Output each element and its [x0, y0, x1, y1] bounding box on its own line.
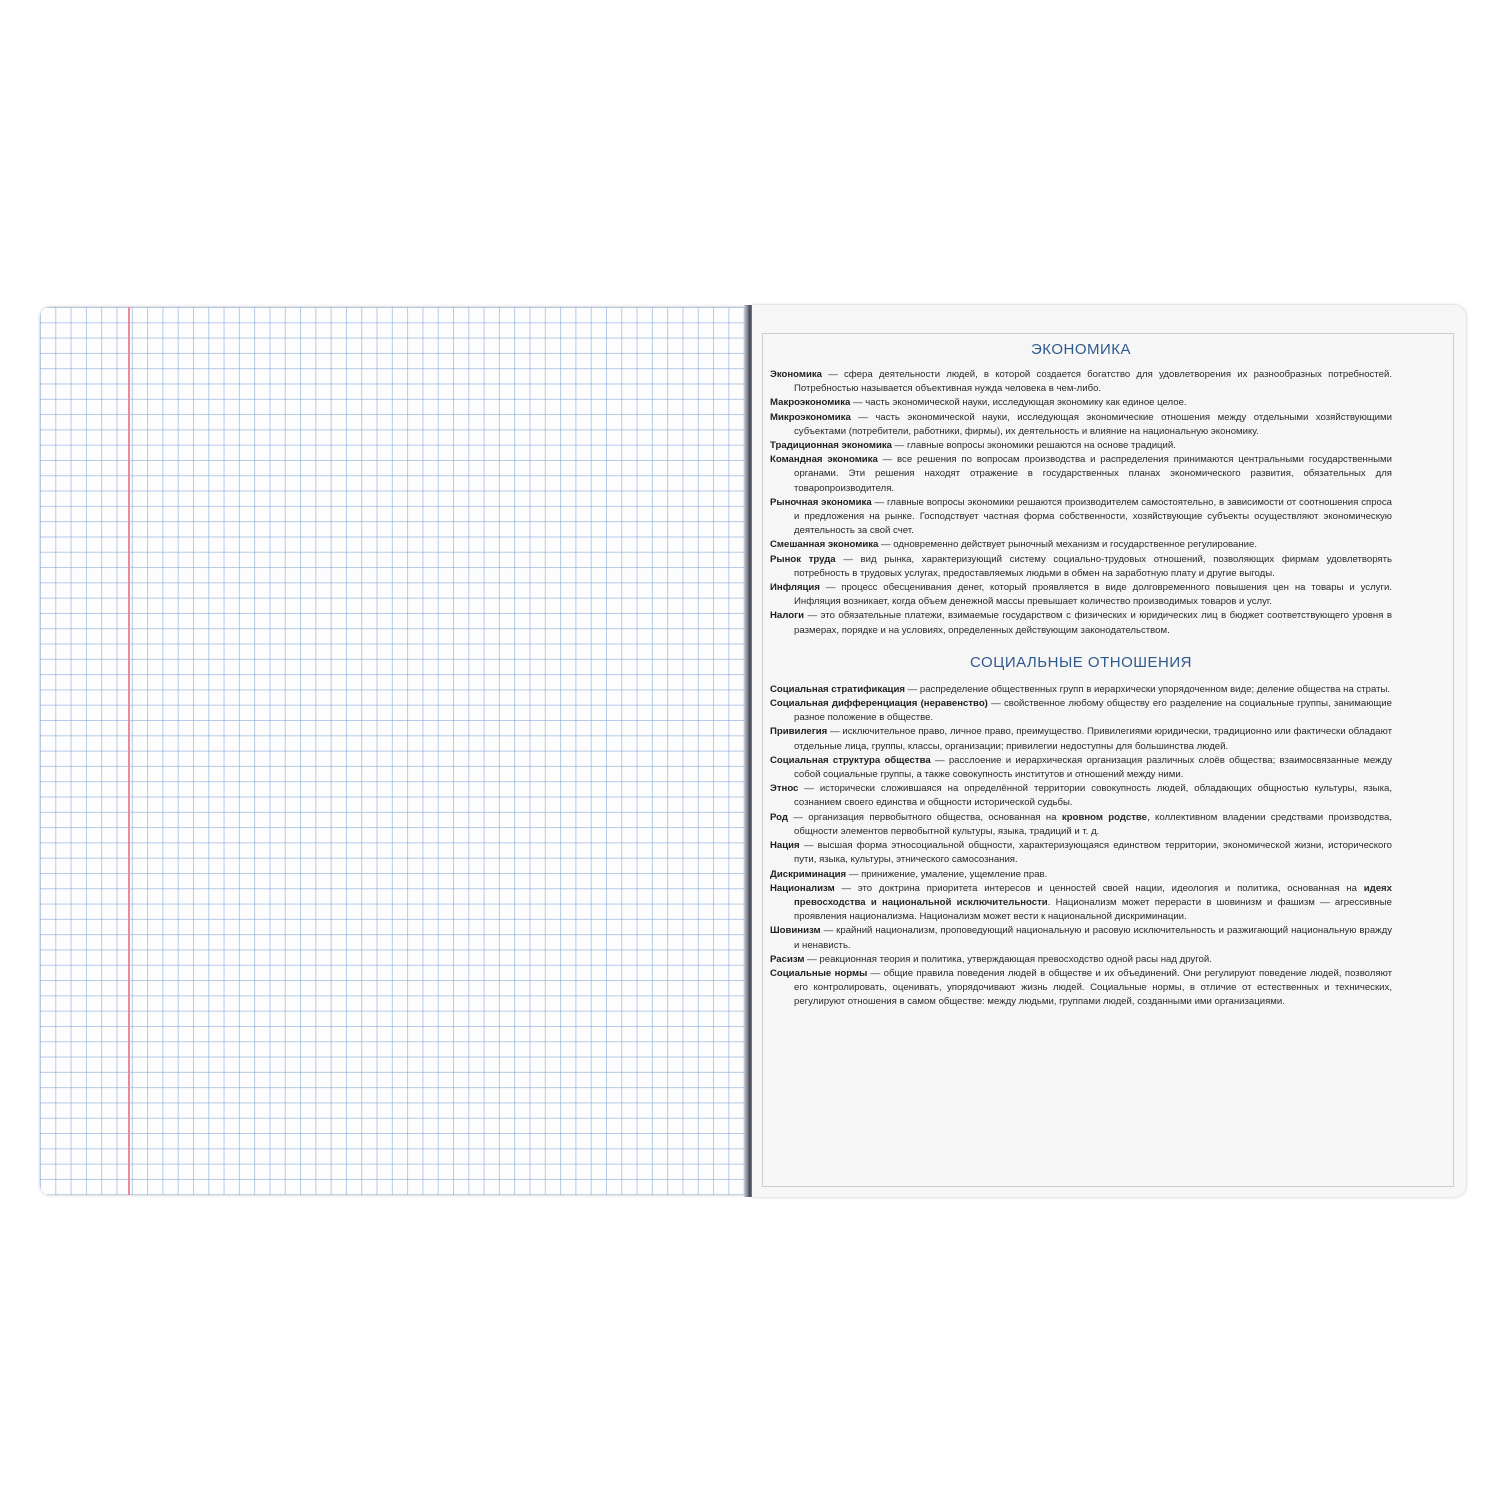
term: Нация	[770, 840, 800, 852]
definition-text: — организация первобытного общества, основанная на	[787, 811, 1062, 823]
definition	[770, 538, 1392, 552]
term: Этнос	[770, 783, 799, 795]
term: Смешанная экономика	[770, 539, 879, 551]
definition-text: — крайний национализм, проповедующий национальную и расовую исключительность и разжигающий национальную вражду и ненависть.	[794, 925, 1392, 951]
definition	[770, 453, 1392, 496]
reference-page	[752, 305, 1466, 1197]
definition-text: . Национализм может перерасти в шовинизм и фашизм — агрессивные проявления национализма. Национализм может вести к национальной дискриминации.	[794, 896, 1392, 923]
term: Социальная структура общества	[770, 754, 931, 766]
definition	[770, 725, 1392, 753]
section-title-social: СОЦИАЛЬНЫЕ ОТНОШЕНИЯ	[970, 653, 1192, 671]
definition-text: — высшая форма этносоциальной общности, характеризующаяся единством территории, экономической жизни, исторического пути, языка, культуры, этнического самосознания.	[794, 840, 1392, 866]
term: Налоги	[770, 610, 804, 622]
definition-text: — распределение общественных групп в иерархически упорядоченном виде; деление общества на страты.	[904, 683, 1391, 695]
definition-text: — принижение, умаление, ущемление прав.	[846, 868, 1048, 880]
term: Род	[770, 811, 788, 823]
definition-text: — исторически сложившаяся на определённой территории совокупность людей, обладающих общностью культуры, языка, сознанием своего единства и общности исторической судьбы.	[794, 783, 1392, 809]
term: Социальная дифференциация (неравенство)	[770, 698, 988, 710]
term: Национализм	[770, 882, 835, 894]
definition-text: , коллективном владении средствами производства, общности элементов первобытной культуры, языка, традиций и т. д.	[794, 811, 1392, 837]
definition-text: — это доктрина приоритета интересов и ценностей своей нации, идеология и политика, основанная на	[834, 882, 1364, 894]
definition	[770, 782, 1392, 810]
definition	[770, 754, 1392, 782]
definition	[770, 553, 1392, 581]
definition-text: — это обязательные платежи, взимаемые государством с физических и юридических лиц в бюджет соответствующего уровня в размерах, порядке и на условиях, определенных действующим законодательством.	[794, 610, 1392, 636]
section-title-economics: ЭКОНОМИКА	[1030, 341, 1132, 358]
definition	[770, 967, 1392, 1010]
definition	[770, 396, 1392, 410]
definition-text: — сфера деятельности людей, в которой создается богатство для удовлетворения их разнообразных потребностей. Потребностью называется объективная нужда человека в чем-либо.	[794, 369, 1392, 395]
definition-text: — главные вопросы экономики решаются производителем самостоятельно, в зависимости от соотношения спроса и предложения на рынке. Господствует частная форма собственности, хозяйствующие субъекты осуществляют экономическую деятельность за свой счет.	[794, 496, 1392, 537]
definition	[770, 683, 1392, 697]
term: Традиционная экономика	[770, 440, 893, 452]
emphasis-text: кровном родстве	[1061, 811, 1148, 823]
definition	[770, 411, 1392, 439]
term: Командная экономика	[770, 454, 878, 466]
definition-text: — реакционная теория и политика, утверждающая превосходство одной расы над другой.	[804, 953, 1212, 965]
definition	[770, 811, 1392, 839]
term: Микроэкономика	[770, 411, 851, 423]
definition-text: — одновременно действует рыночный механизм и государственное регулирование.	[878, 539, 1258, 551]
term: Шовинизм	[770, 925, 821, 937]
term: Рынок труда	[770, 553, 836, 565]
definition	[770, 439, 1392, 453]
page-content	[770, 341, 1392, 1010]
term: Экономика	[770, 369, 823, 380]
definition-text: — часть экономической науки, исследующая экономику как единое целое.	[850, 397, 1187, 409]
definition	[770, 496, 1392, 539]
definition	[770, 368, 1392, 396]
definition	[770, 839, 1392, 867]
definition-text: — главные вопросы экономики решаются на основе традиций.	[892, 440, 1176, 452]
emphasis-text: идеях превосходства и национальной исключительности	[794, 882, 1392, 908]
definition	[770, 953, 1392, 967]
term: Дискриминация	[770, 868, 847, 880]
term: Рыночная экономика	[770, 496, 872, 508]
term: Расизм	[770, 953, 805, 965]
definition	[770, 868, 1392, 882]
definition-text: — исключительное право, личное право, преимущество. Привилегиями юридически, традиционно или фактически обладают отдельные лица, группы, классы, организации; привилегии недоступны для большинства людей.	[794, 726, 1392, 752]
definition	[770, 697, 1392, 725]
open-notebook	[40, 305, 1466, 1197]
definition-text: — свойственное любому обществу его разделение на социальные группы, занимающие разное положение в обществе.	[794, 698, 1392, 724]
term: Макроэкономика	[770, 397, 851, 409]
term: Социальные нормы	[770, 967, 868, 979]
definition	[770, 882, 1392, 925]
definition-text: — процесс обесценивания денег, который проявляется в виде долговременного повышения цен на товары и услуги. Инфляция возникает, когда объем денежной массы превышает количество производимых товаров и услуг.	[794, 582, 1392, 608]
definition-text: — вид рынка, характеризующий систему социально-трудовых отношений, позволяющих фирмам удовлетворять потребность в трудовых услугах, предоставляемых людьми в обмен на заработную плату и другие выгоды.	[794, 553, 1393, 579]
definition-text: — часть экономической науки, исследующая экономические отношения между отдельными хозяйствующими субъектами (потребители, работники, фирмы), их деятельность и влияние на национальную экономику.	[794, 411, 1392, 437]
term: Инфляция	[770, 582, 820, 594]
term: Привилегия	[770, 726, 828, 738]
definition-text: — все решения по вопросам производства и распределения принимаются центральными государственными органами. Эти решения находят отражение в государственных планах экономического развития, обязательных для товаропроизводителя.	[794, 454, 1392, 494]
definition	[770, 924, 1392, 952]
grid-page	[40, 307, 746, 1195]
definition	[770, 609, 1392, 637]
margin-line	[128, 307, 130, 1195]
definition-text: — расслоение и иерархическая организация различных слоёв общества; взаимосвязанные между собой социальные группы, а также совокупность институтов и отношений между ними.	[794, 754, 1392, 781]
term: Социальная стратификация	[770, 683, 905, 695]
definition	[770, 581, 1392, 609]
definition-text: — общие правила поведения людей в обществе и их объединений. Они регулируют поведение людей, позволяют его контролировать, оценивать, упорядочивают жизнь людей. Социальные нормы, в отличие от естественных и технических, регулируют отношения в самом обществе: между людьми, группами людей, созданными ими организациями.	[794, 967, 1392, 1008]
